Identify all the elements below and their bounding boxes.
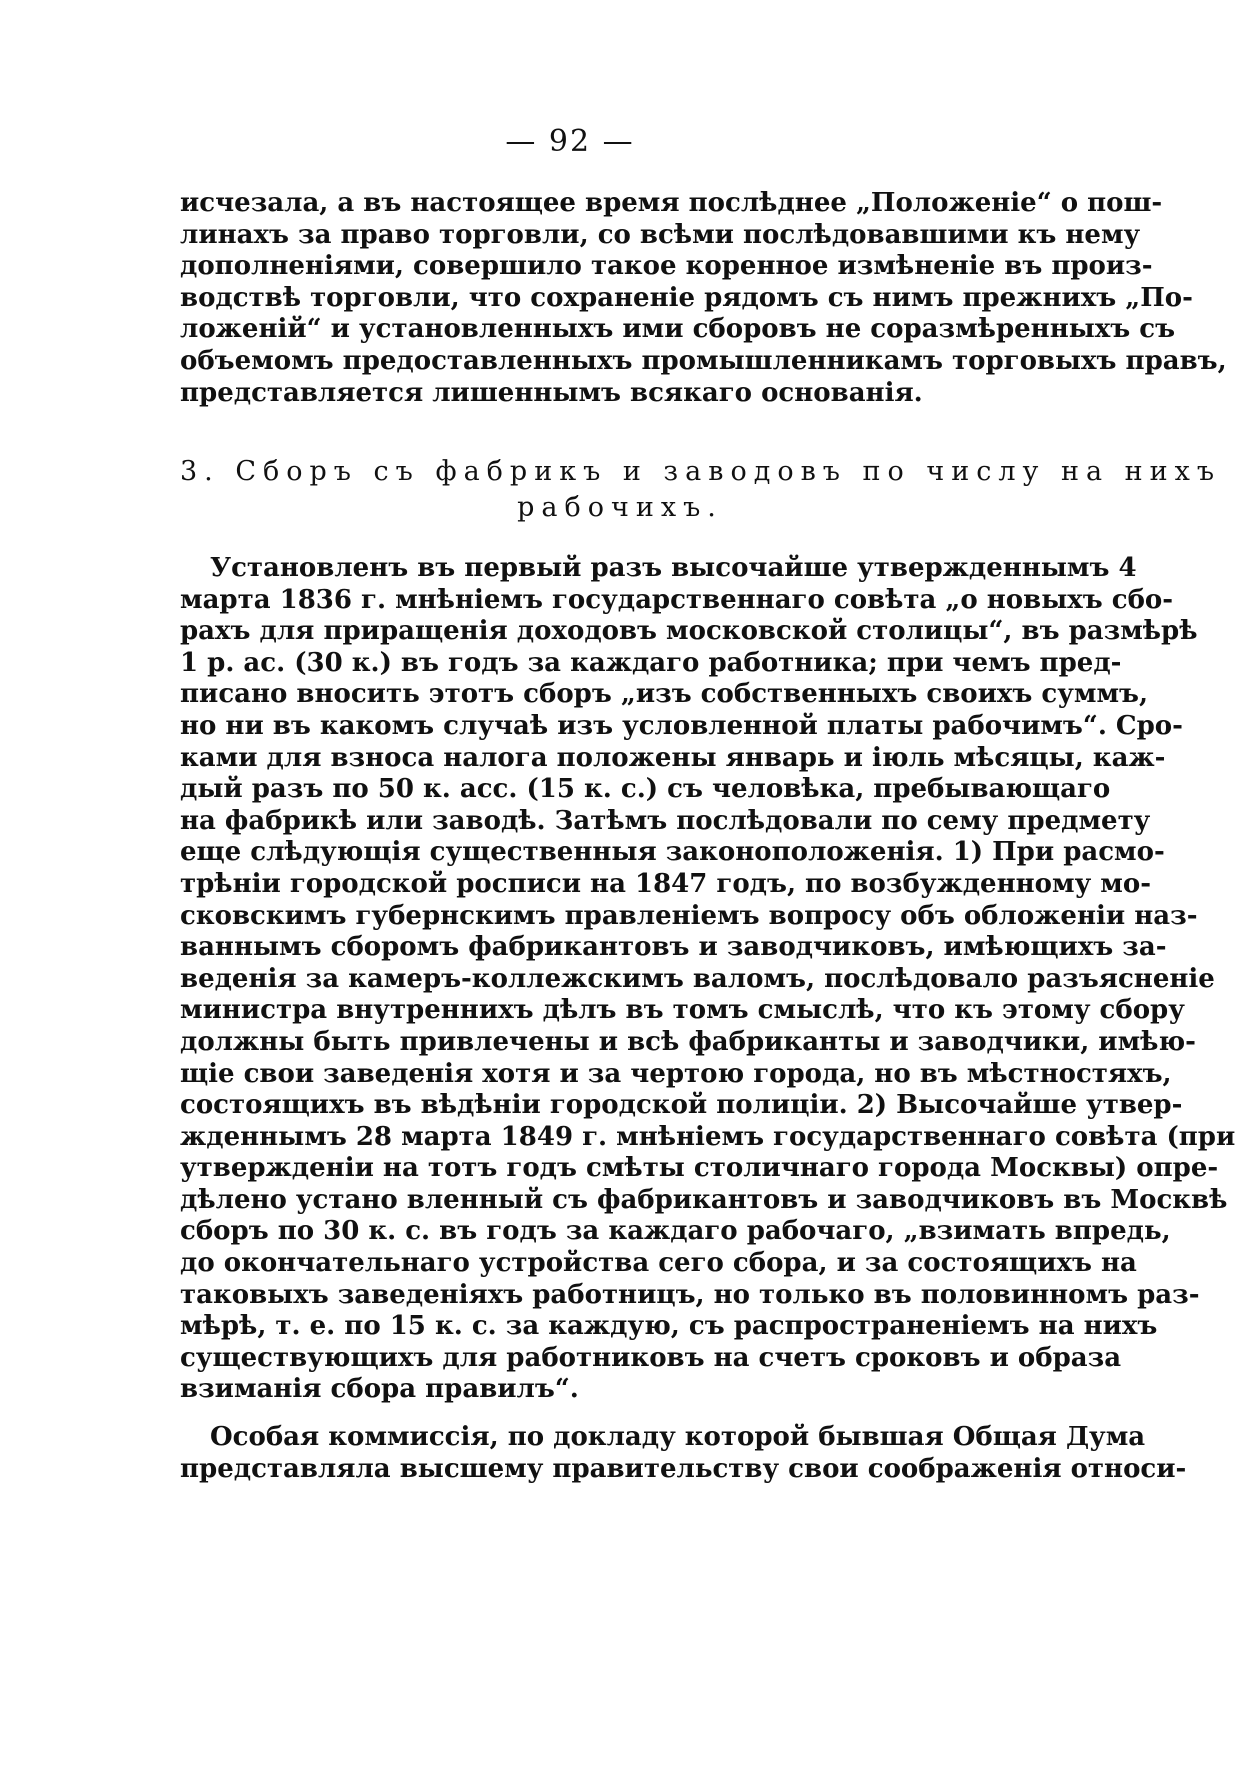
- section-heading: [180, 454, 1222, 526]
- text-line: представляется лишеннымъ всякаго основанія.: [180, 377, 923, 408]
- text-line: до окончательнаго устройства сего сбора, и за состоящихъ на: [180, 1248, 1137, 1279]
- paragraph-2: [180, 553, 1235, 1406]
- text-line: на фабрикѣ или заводѣ. Затѣмъ послѣдовали по сему предмету: [180, 805, 1151, 836]
- text-line: таковыхъ заведеніяхъ работницъ, но только въ половинномъ раз-: [180, 1279, 1200, 1310]
- text-line: объемомъ предоставленныхъ промышленникамъ торговыхъ правъ,: [180, 345, 1227, 376]
- text-line: линахъ за право торговли, со всѣми послѣдовавшими къ нему: [180, 219, 1141, 250]
- text-line: дый разъ по 50 к. асс. (15 к. с.) съ человѣка, пребывающаго: [180, 774, 1111, 805]
- paragraph-3: [180, 1422, 1187, 1485]
- text-line: 1 р. ас. (30 к.) въ годъ за каждаго работника; при чемъ пред-: [180, 647, 1122, 678]
- text-line: должны быть привлечены и всѣ фабриканты и заводчики, имѣю-: [180, 1026, 1196, 1057]
- text-line: взиманія сбора правилъ“.: [180, 1374, 579, 1405]
- page-number: — 92 —: [505, 124, 635, 159]
- text-line: но ни въ какомъ случаѣ изъ условленной платы рабочимъ“. Сро-: [180, 710, 1183, 741]
- text-line: щіе свои заведенія хотя и за чертою города, но въ мѣстностяхъ,: [180, 1058, 1172, 1089]
- text-line: исчезала, а въ настоящее время послѣднее „Положеніе“ о пош-: [180, 188, 1163, 218]
- text-line: марта 1836 г. мнѣніемъ государственнаго совѣта „о новыхъ сбо-: [180, 584, 1174, 615]
- text-line: утвержденіи на тотъ годъ смѣты столичнаго города Москвы) опре-: [180, 1153, 1219, 1184]
- text-line: дѣлено устано вленный съ фабрикантовъ и заводчиковъ въ Москвѣ: [180, 1184, 1228, 1215]
- text-line: Установленъ въ первый разъ высочайше утвержденнымъ 4: [210, 553, 1137, 583]
- text-line: жденнымъ 28 марта 1849 г. мнѣніемъ государственнаго совѣта (при: [180, 1121, 1235, 1152]
- text-line: министра внутреннихъ дѣлъ въ томъ смыслѣ, что къ этому сбору: [180, 995, 1185, 1026]
- text-line: рахъ для приращенія доходовъ московской столицы“, въ размѣрѣ: [180, 616, 1198, 647]
- text-line: сборъ по 30 к. с. въ годъ за каждаго рабочаго, „взимать впредь,: [180, 1216, 1171, 1247]
- text-line: представляла высшему правительству свои соображенія относи-: [180, 1453, 1187, 1484]
- paragraph-1: [180, 188, 1227, 409]
- text-line: ложеній“ и установленныхъ ими сборовъ не соразмѣренныхъ съ: [180, 314, 1176, 345]
- text-line: еще слѣдующія существенныя законоположенія. 1) При расмо-: [180, 837, 1165, 868]
- text-line: Особая коммиссія, по докладу которой бывшая Общая Дума: [210, 1422, 1146, 1452]
- text-line: сковскимъ губернскимъ правленіемъ вопросу объ обложеніи наз-: [180, 900, 1198, 931]
- text-line: писано вносить этотъ сборъ „изъ собственныхъ своихъ суммъ,: [180, 679, 1149, 710]
- text-line: существующихъ для работниковъ на счетъ сроковъ и образа: [180, 1342, 1122, 1373]
- heading-line: рабочихъ.: [517, 492, 723, 523]
- text-line: веденія за камеръ-коллежскимъ валомъ, послѣдовало разъясненіе: [180, 963, 1215, 994]
- text-line: трѣніи городской росписи на 1847 годъ, по возбужденному мо-: [180, 868, 1151, 899]
- text-line: дополненіями, совершило такое коренное измѣненіе въ произ-: [180, 251, 1153, 282]
- text-line: мѣрѣ, т. е. по 15 к. с. за каждую, съ распространеніемъ на нихъ: [180, 1311, 1158, 1342]
- text-line: состоящихъ въ вѣдѣніи городской полиціи. 2) Высочайше утвер-: [180, 1090, 1183, 1121]
- text-line: водствѣ торговли, что сохраненіе рядомъ съ нимъ прежнихъ „По-: [180, 282, 1193, 313]
- text-line: ками для взноса налога положены январь и іюль мѣсяцы, каж-: [180, 742, 1166, 773]
- text-line: ваннымъ сборомъ фабрикантовъ и заводчиковъ, имѣющихъ за-: [180, 932, 1167, 963]
- heading-line: 3. Сборъ съ фабрикъ и заводовъ по числу на нихъ: [180, 456, 1222, 487]
